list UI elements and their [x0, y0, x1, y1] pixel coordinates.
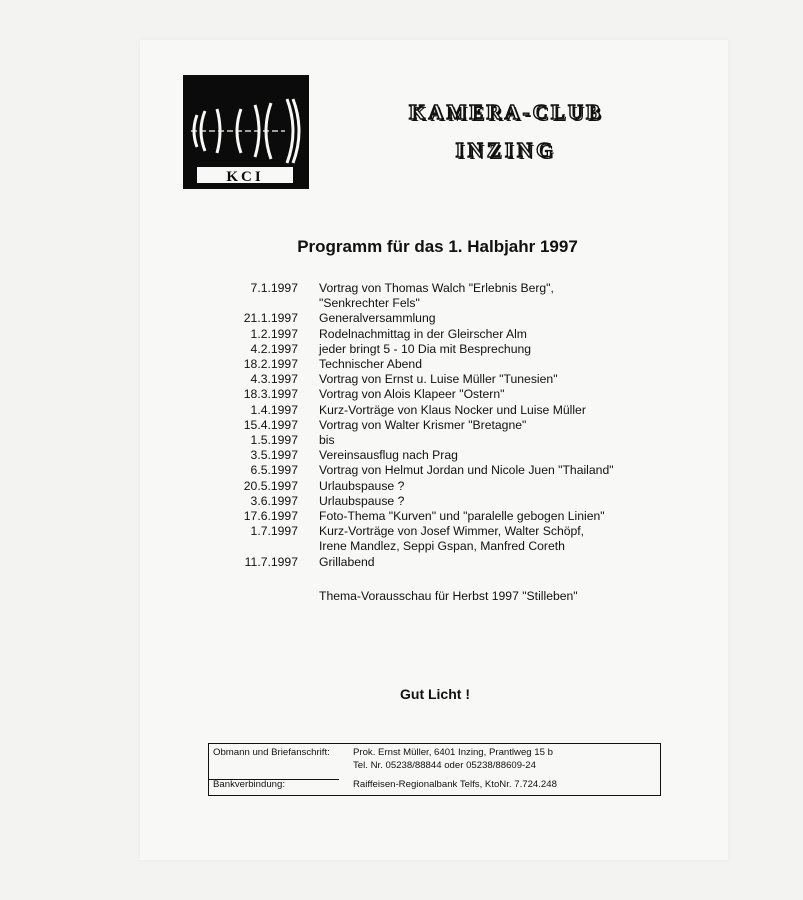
schedule-row [200, 524, 670, 554]
bank-label: Bankverbindung: [213, 779, 286, 790]
schedule-entry: bis [319, 433, 335, 448]
club-place: INZING [455, 138, 557, 162]
schedule-row [200, 509, 670, 524]
schedule-row [200, 494, 670, 509]
autumn-preview: Thema-Vorausschau für Herbst 1997 "Stilleben" [319, 589, 578, 603]
camera-lens-icon [183, 75, 309, 189]
schedule-row [200, 448, 670, 463]
schedule-entry: jeder bringt 5 - 10 Dia mit Besprechung [319, 341, 532, 356]
closing-greeting: Gut Licht ! [400, 686, 470, 702]
schedule-row [200, 372, 670, 387]
contact-address: Prok. Ernst Müller, 6401 Inzing, Prantlweg 15 b [353, 747, 553, 758]
schedule-date: 20.5.1997 [243, 478, 298, 493]
schedule-row [200, 311, 670, 326]
schedule-date: 17.6.1997 [243, 509, 298, 524]
schedule-entry: Generalversammlung [319, 311, 436, 326]
schedule-date: 18.2.1997 [243, 357, 298, 372]
schedule-date: 21.1.1997 [243, 311, 298, 326]
schedule-row [200, 387, 670, 402]
schedule-entry: Vortrag von Alois Klapeer "Ostern" [319, 387, 505, 402]
schedule-row [200, 418, 670, 433]
logo-text: KCI [226, 169, 264, 185]
schedule-entry: Technischer Abend [319, 357, 422, 372]
schedule-entry: Urlaubspause ? [319, 493, 405, 508]
schedule-date: 1.2.1997 [250, 326, 298, 341]
bank-details: Raiffeisen-Regionalbank Telfs, KtoNr. 7.724.248 [353, 779, 557, 790]
schedule-row [200, 281, 670, 311]
schedule-date: 3.6.1997 [250, 493, 298, 508]
schedule-row [200, 327, 670, 342]
club-name: KAMERA-CLUB [409, 100, 603, 124]
schedule-entry: Kurz-Vorträge von Klaus Nocker und Luise Müller [319, 402, 586, 417]
schedule-date: 1.5.1997 [250, 433, 298, 448]
schedule-entry: Urlaubspause ? [319, 478, 405, 493]
schedule-entry: Foto-Thema "Kurven" und "paralelle gebogen Linien" [319, 509, 605, 524]
schedule-date: 7.1.1997 [250, 281, 298, 295]
schedule-row [200, 403, 670, 418]
program-title: Programm für das 1. Halbjahr 1997 [297, 237, 578, 256]
schedule-row [200, 479, 670, 494]
schedule-entry: Vortrag von Helmut Jordan und Nicole Juen "Thailand" [319, 463, 614, 478]
schedule-entry: Vortrag von Ernst u. Luise Müller "Tunesien" [319, 372, 558, 387]
contact-phone: Tel. Nr. 05238/88844 oder 05238/88609-24 [353, 760, 536, 771]
schedule-row [200, 433, 670, 448]
schedule-entry: Rodelnachmittag in der Gleirscher Alm [319, 326, 527, 341]
contact-label: Obmann und Briefanschrift: [213, 747, 330, 758]
schedule-entry: Grillabend [319, 554, 375, 569]
schedule-entry: Kurz-Vorträge von Josef Wimmer, Walter Schöpf, Irene Mandlez, Seppi Gspan, Manfred Coreth [319, 524, 585, 554]
schedule-row [200, 342, 670, 357]
schedule-date: 15.4.1997 [243, 417, 298, 432]
schedule-date: 3.5.1997 [250, 448, 298, 463]
program-schedule [200, 281, 670, 570]
schedule-date: 4.2.1997 [250, 341, 298, 356]
schedule-entry: Vortrag von Walter Krismer "Bretagne" [319, 417, 527, 432]
schedule-entry: Vortrag von Thomas Walch "Erlebnis Berg", "Senkrechter Fels" [319, 281, 554, 311]
schedule-date: 18.3.1997 [243, 387, 298, 402]
schedule-row [200, 463, 670, 478]
club-logo [183, 75, 309, 189]
schedule-entry: Vereinsausflug nach Prag [319, 448, 458, 463]
schedule-date: 1.7.1997 [250, 524, 298, 539]
schedule-date: 1.4.1997 [250, 402, 298, 417]
schedule-row [200, 357, 670, 372]
schedule-date: 4.3.1997 [250, 372, 298, 387]
schedule-row [200, 555, 670, 570]
contact-box [208, 743, 661, 796]
schedule-date: 6.5.1997 [250, 463, 298, 478]
schedule-date: 11.7.1997 [244, 554, 298, 569]
